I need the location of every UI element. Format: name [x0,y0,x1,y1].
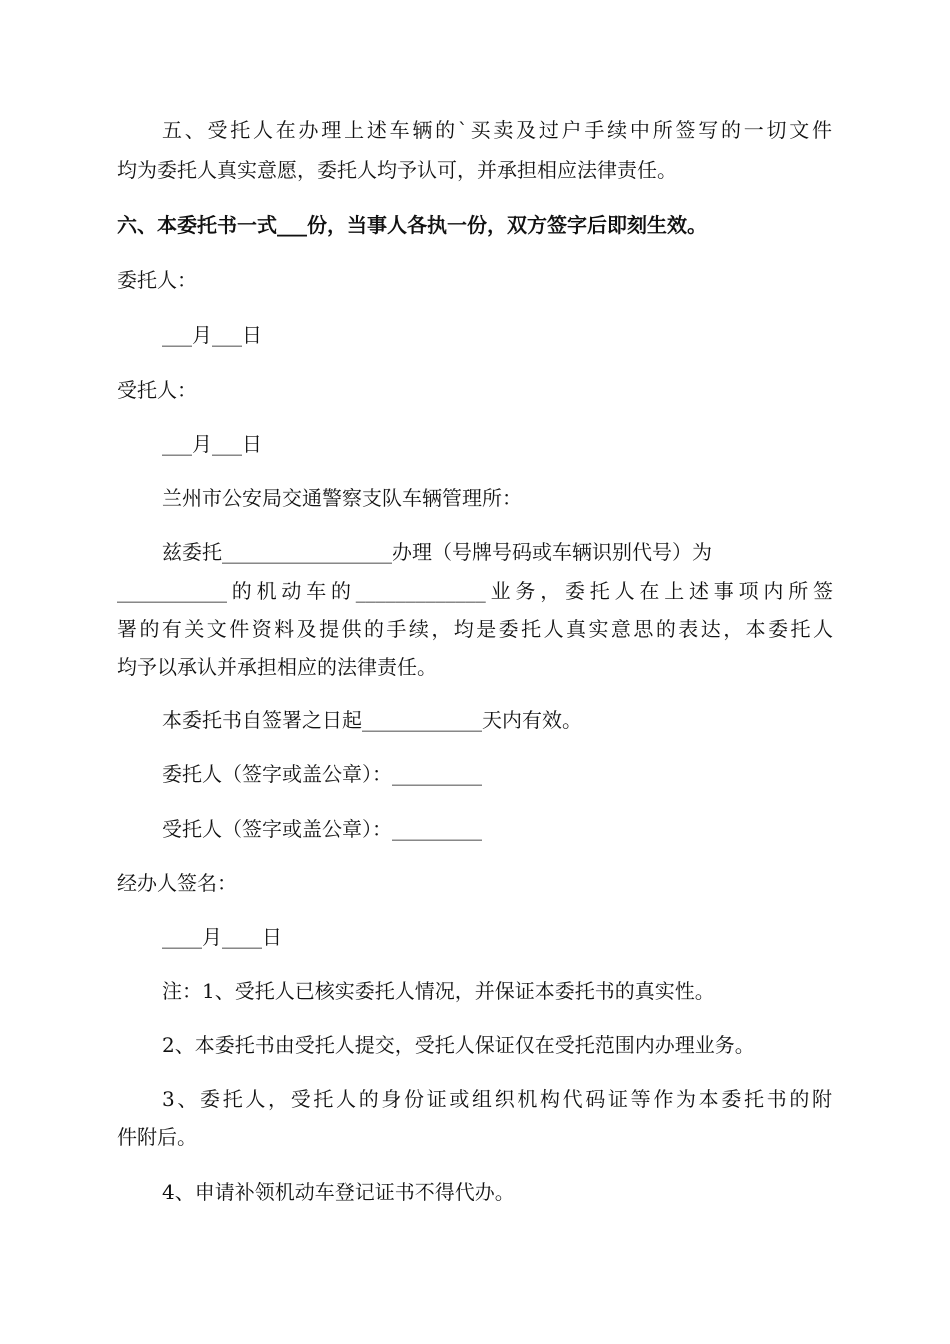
agent-signature-line: 受托人（签字或盖公章）：_________ [162,817,482,841]
authorization-line-1: 兹委托_________________办理（号牌号码或车辆识别代号）为 [162,540,712,564]
principal-date: ___月___日 [162,323,262,347]
handler-signature-label: 经办人签名： [117,871,237,895]
agent-date: ___月___日 [162,432,262,456]
note-3-line-1: 3、委托人，受托人的身份证或组织机构代码证等作为本委托书的附 [162,1087,832,1111]
note-4: 4、申请补领机动车登记证书不得代办。 [162,1180,515,1204]
clause-five-line-1: 五、受托人在办理上述车辆的`买卖及过户手续中所签写的一切文件 [162,118,832,142]
clause-six: 六、本委托书一式___份，当事人各执一份，双方签字后即刻生效。 [117,213,707,237]
note-1: 注：1、受托人已核实委托人情况，并保证本委托书的真实性。 [162,979,715,1003]
recipient-office: 兰州市公安局交通警察支队车辆管理所： [162,486,522,510]
clause-five-line-2: 均为委托人真实意愿，委托人均予认可，并承担相应法律责任。 [117,158,677,182]
authorization-line-4: 均予以承认并承担相应的法律责任。 [117,655,437,679]
authorization-line-3: 署的有关文件资料及提供的手续，均是委托人真实意思的表达，本委托人 [117,617,833,641]
principal-label: 委托人： [117,268,197,292]
note-2: 2、本委托书由受托人提交，受托人保证仅在受托范围内办理业务。 [162,1033,755,1057]
handler-date: ____月____日 [162,925,282,949]
agent-label: 受托人： [117,378,197,402]
authorization-line-2: ___________的机动车的_____________业务，委托人在上述事项内所签 [117,579,833,603]
note-3-line-2: 件附后。 [117,1125,197,1149]
principal-signature-line: 委托人（签字或盖公章）：_________ [162,762,482,786]
validity-period: 本委托书自签署之日起____________天内有效。 [162,708,582,732]
